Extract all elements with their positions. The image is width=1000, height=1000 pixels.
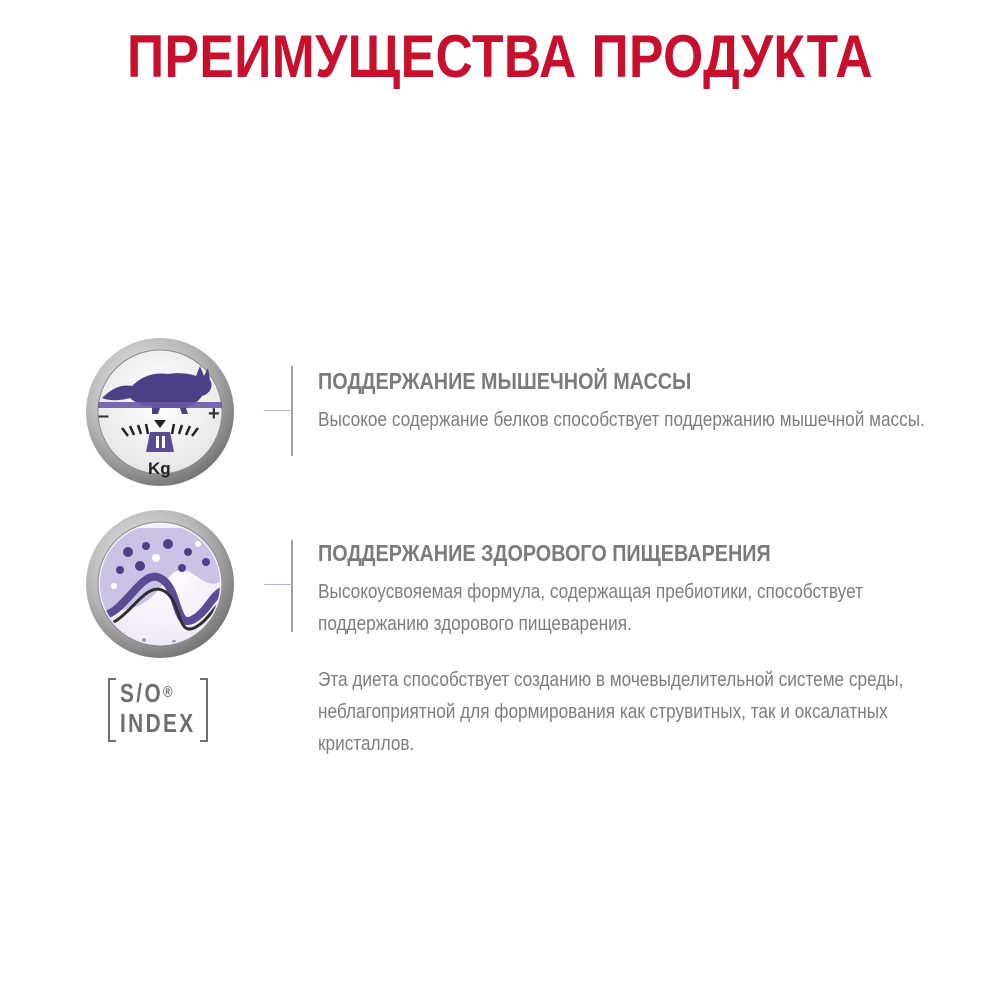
so-index-line2: INDEX bbox=[120, 708, 196, 738]
benefit-description: Высокоусвояемая формула, содержащая пребиотики, способствует поддержанию здорового пищеварения. bbox=[318, 581, 863, 635]
so-index-line1: S/O bbox=[120, 678, 164, 708]
cat-weight-muscle-icon bbox=[84, 336, 236, 488]
benefit-heading: ПОДДЕРЖАНИЕ МЫШЕЧНОЙ МАССЫ bbox=[318, 368, 692, 394]
divider-vertical-2 bbox=[291, 540, 293, 632]
benefit-description: Высокое содержание белков способствует поддержанию мышечной массы. bbox=[318, 409, 925, 431]
digestion-wave-icon bbox=[84, 508, 236, 660]
benefit-item-muscle bbox=[318, 366, 938, 436]
benefit-heading: ПОДДЕРЖАНИЕ ЗДОРОВОГО ПИЩЕВАРЕНИЯ bbox=[318, 540, 771, 566]
minus-label: – bbox=[98, 405, 110, 427]
page-title: ПРЕИМУЩЕСТВА ПРОДУКТА bbox=[127, 23, 873, 90]
plus-label: + bbox=[208, 403, 220, 425]
so-index-info bbox=[318, 664, 938, 760]
benefit-item-digestion bbox=[318, 538, 938, 640]
divider-horizontal-1 bbox=[264, 410, 292, 411]
divider-horizontal-2 bbox=[264, 584, 292, 585]
so-index-logo bbox=[108, 676, 208, 742]
registered-mark: ® bbox=[163, 684, 173, 701]
unit-label: Kg bbox=[148, 459, 171, 478]
so-index-description: Эта диета способствует созданию в мочевыделительной системе среды, неблагоприятной для формирования как струвитных, так и оксалатных кристаллов. bbox=[318, 669, 904, 755]
divider-vertical-1 bbox=[291, 366, 293, 456]
